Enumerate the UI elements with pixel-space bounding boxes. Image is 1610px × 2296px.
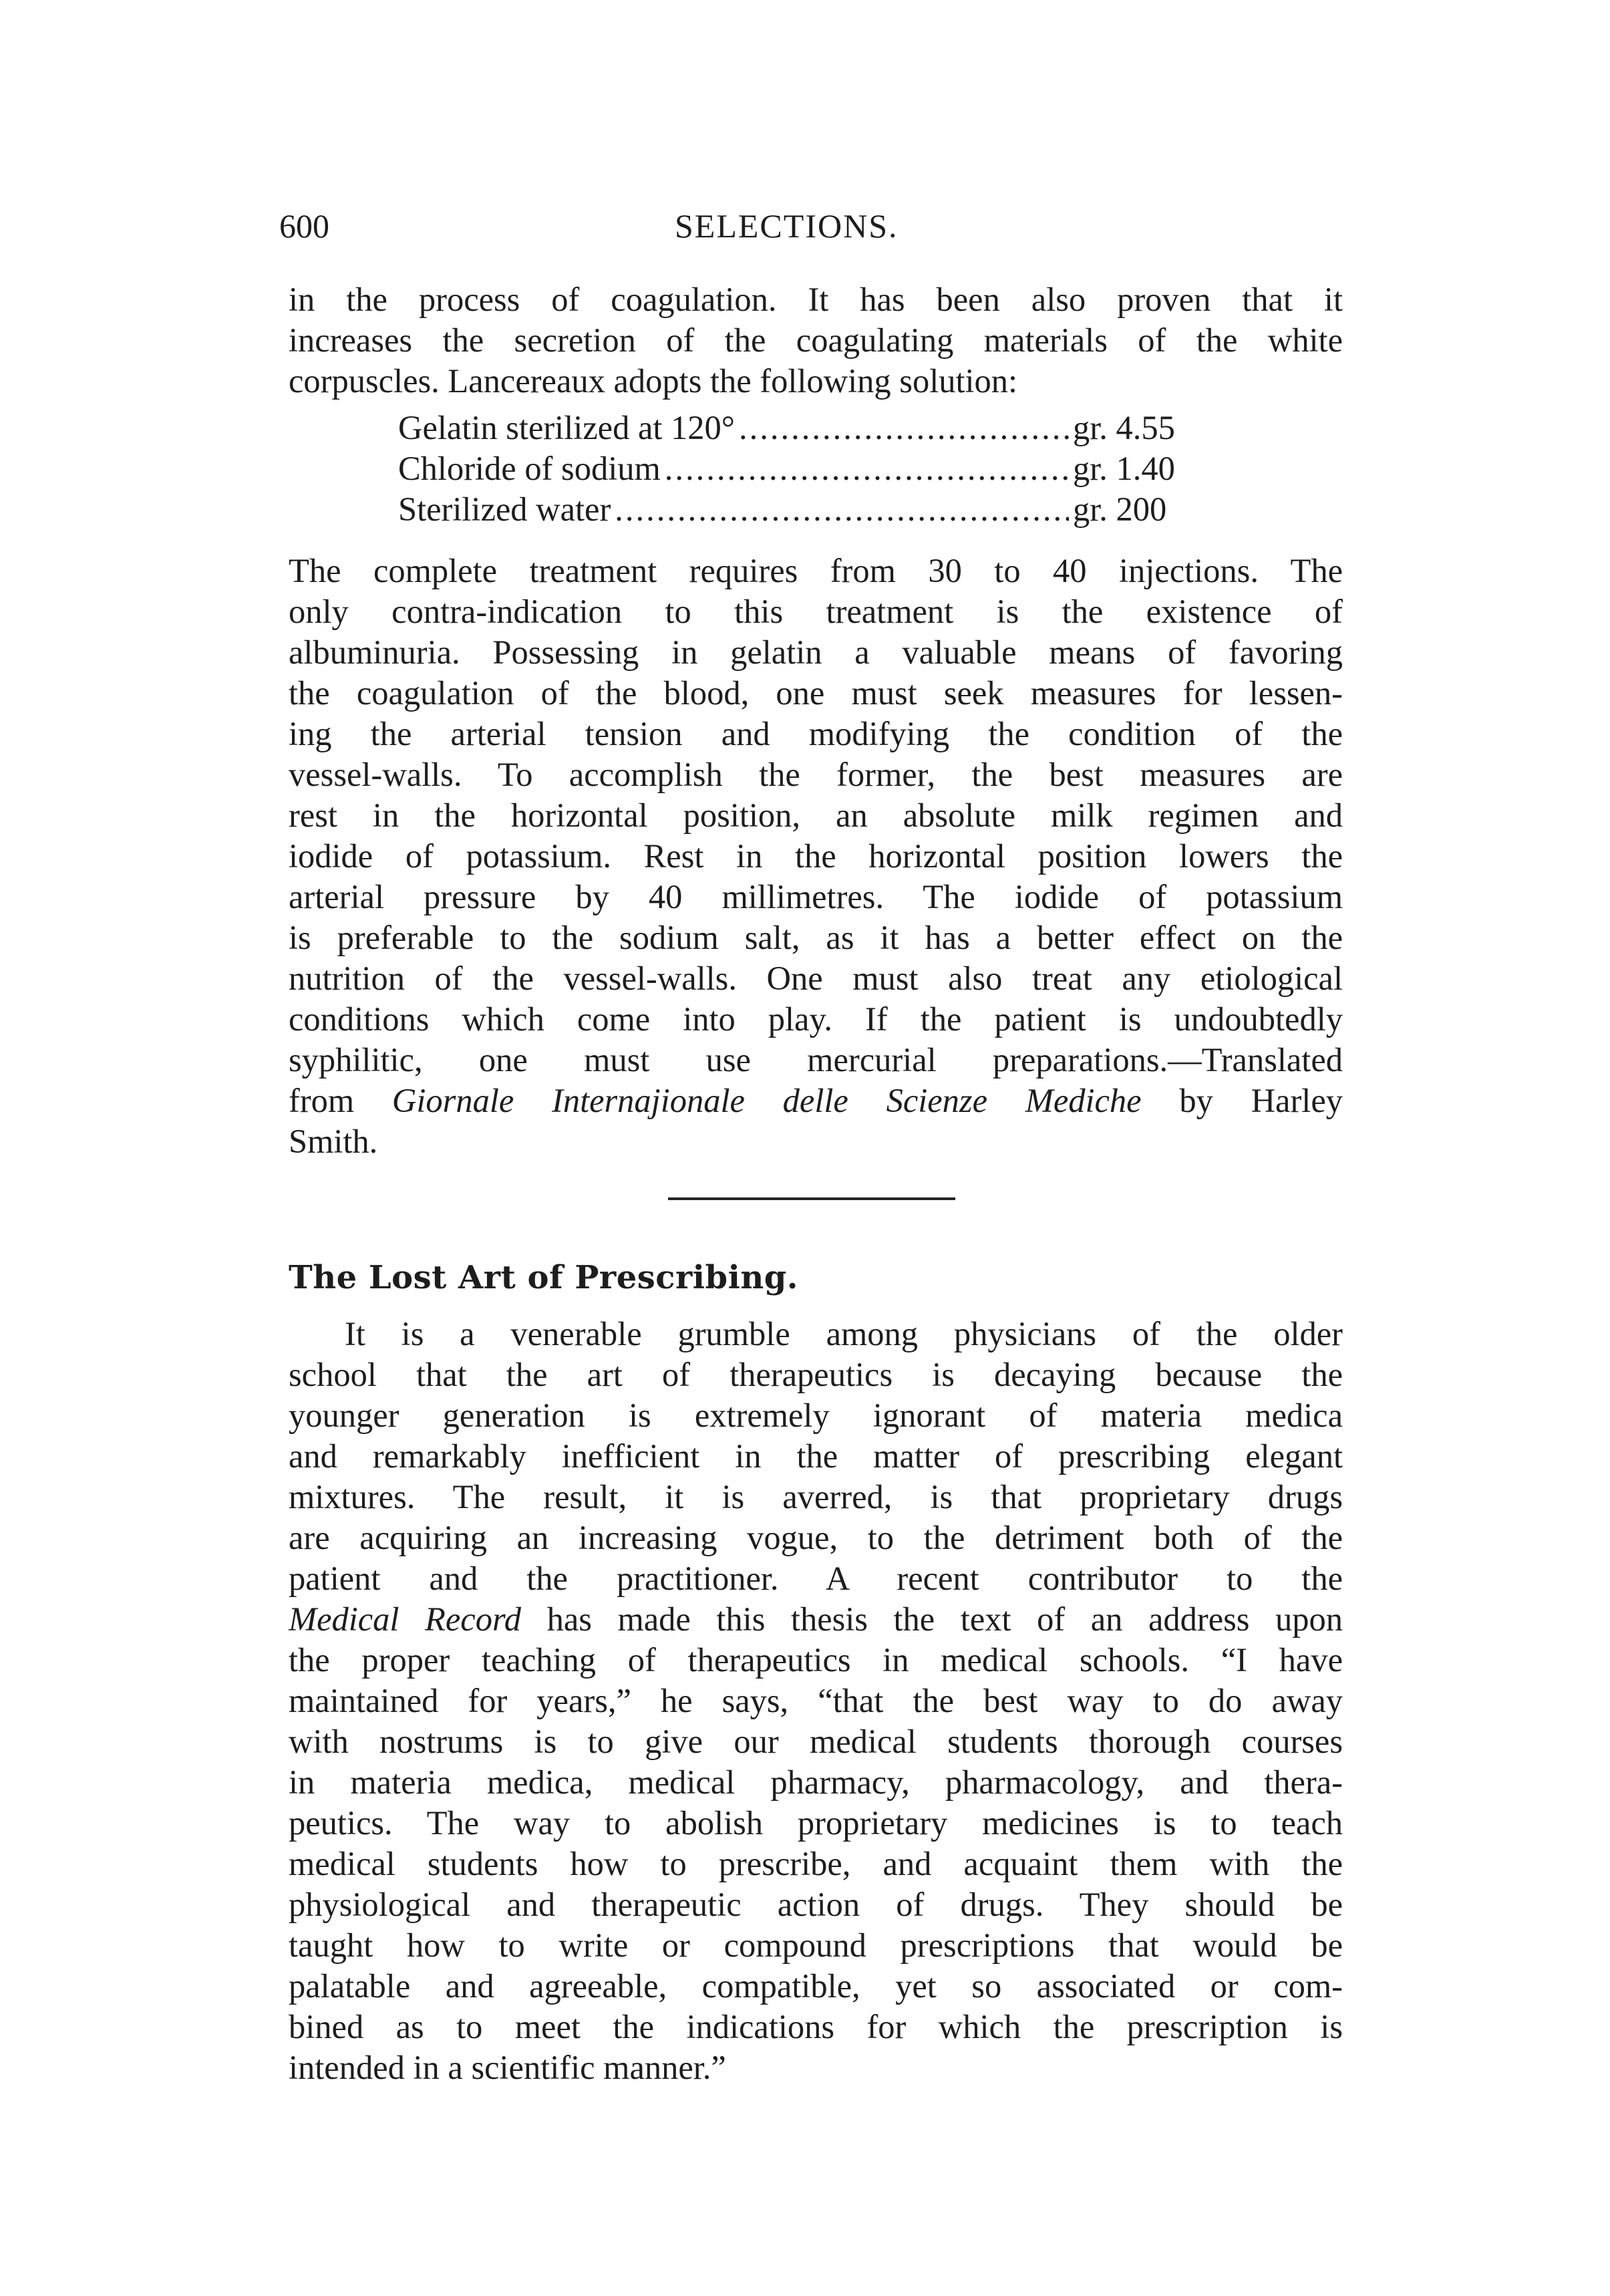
text-line: bined as to meet the indications for which the prescription is <box>289 2008 1343 2045</box>
text-line: school that the art of therapeutics is decaying because the <box>289 1356 1343 1393</box>
leader-dots <box>615 489 1069 530</box>
recipe-ingredient: Gelatin sterilized at 120° <box>398 409 735 446</box>
journal-line <box>289 1599 1343 1640</box>
text-line: iodide of potassium. Rest in the horizontal position lowers the <box>289 837 1343 875</box>
text-line: peutics. The way to abolish proprietary medicines is to teach <box>289 1804 1343 1842</box>
text-line: patient and the practitioner. A recent contributor to the <box>289 1560 1343 1597</box>
leader-dots <box>665 448 1069 489</box>
text-line: mixtures. The result, it is averred, is that proprietary drugs <box>289 1478 1343 1516</box>
journal-rest: has made this thesis the text of an address upon <box>546 1600 1343 1638</box>
text-line: are acquiring an increasing vogue, to the detriment both of the <box>289 1519 1343 1556</box>
running-head: SELECTIONS. <box>675 207 899 245</box>
article-paragraph <box>289 1314 1343 2088</box>
text-line: and remarkably inefficient in the matter of prescribing elegant <box>289 1437 1343 1475</box>
section-divider <box>668 1197 955 1200</box>
credit-prefix: from <box>289 1082 355 1119</box>
recipe-row <box>398 448 1227 489</box>
text-line: The complete treatment requires from 30 to 40 injections. The <box>289 552 1343 589</box>
text-line: maintained for years,” he says, “that the best way to do away <box>289 1682 1343 1719</box>
recipe-ingredient: Sterilized water <box>398 490 611 528</box>
journal-title: Giornale Internajionale delle Scienze Mediche <box>391 1082 1142 1119</box>
text-line: albuminuria. Possessing in gelatin a valuable means of favoring <box>289 633 1343 671</box>
recipe-quantity: gr. 1.40 <box>1073 450 1175 487</box>
recipe-quantity: gr. 4.55 <box>1073 409 1175 446</box>
text-line: intended in a scientific manner.” <box>289 2049 726 2086</box>
recipe-table <box>398 408 1227 530</box>
text-line: ing the arterial tension and modifying the condition of the <box>289 715 1343 752</box>
text-line: physiological and therapeutic action of drugs. They should be <box>289 1886 1343 1923</box>
text-line: taught how to write or compound prescriptions that would be <box>289 1926 1343 1964</box>
text-line: corpuscles. Lancereaux adopts the following solution: <box>289 362 1018 400</box>
text-line: the coagulation of the blood, one must seek measures for lessen- <box>289 674 1343 712</box>
text-line: conditions which come into play. If the patient is undoubtedly <box>289 1000 1343 1038</box>
text-line: medical students how to prescribe, and acquaint them with the <box>289 1845 1343 1882</box>
text-line: Smith. <box>289 1123 378 1160</box>
journal-title: Medical Record <box>289 1600 521 1638</box>
credit-line <box>289 1081 1343 1121</box>
text-line: nutrition of the vessel-walls. One must also treat any etiological <box>289 960 1343 997</box>
article-title: The Lost Art of Prescribing. <box>289 1259 798 1296</box>
text-line: palatable and agreeable, compatible, yet so associated or com- <box>289 1967 1343 2005</box>
text-line: with nostrums is to give our medical students thorough courses <box>289 1723 1343 1760</box>
text-line: syphilitic, one must use mercurial preparations.—Translated <box>289 1041 1343 1079</box>
recipe-row <box>398 408 1227 448</box>
continuation-paragraph <box>289 279 1343 402</box>
text-line: vessel-walls. To accomplish the former, the best measures are <box>289 756 1343 793</box>
text-line: younger generation is extremely ignorant of materia medica <box>289 1397 1343 1434</box>
text-line: increases the secretion of the coagulating materials of the white <box>289 321 1343 359</box>
text-line: arterial pressure by 40 millimetres. The iodide of potassium <box>289 878 1343 915</box>
text-line: the proper teaching of therapeutics in medical schools. “I have <box>289 1641 1343 1679</box>
leader-dots <box>739 408 1069 448</box>
recipe-ingredient: Chloride of sodium <box>398 450 661 487</box>
text-line: is preferable to the sodium salt, as it has a better effect on the <box>289 919 1343 956</box>
credit-suffix: by Harley <box>1179 1082 1343 1119</box>
recipe-row <box>398 489 1227 530</box>
recipe-quantity: gr. 200 <box>1073 490 1167 528</box>
text-line: in the process of coagulation. It has been also proven that it <box>289 281 1343 318</box>
treatment-paragraph <box>289 551 1343 1162</box>
page-number: 600 <box>279 207 329 245</box>
text-line: in materia medica, medical pharmacy, pharmacology, and thera- <box>289 1763 1343 1801</box>
text-line: only contra-indication to this treatment is the existence of <box>289 593 1343 630</box>
text-line: rest in the horizontal position, an absolute milk regimen and <box>289 797 1343 834</box>
text-line: It is a venerable grumble among physicians of the older <box>345 1315 1343 1352</box>
